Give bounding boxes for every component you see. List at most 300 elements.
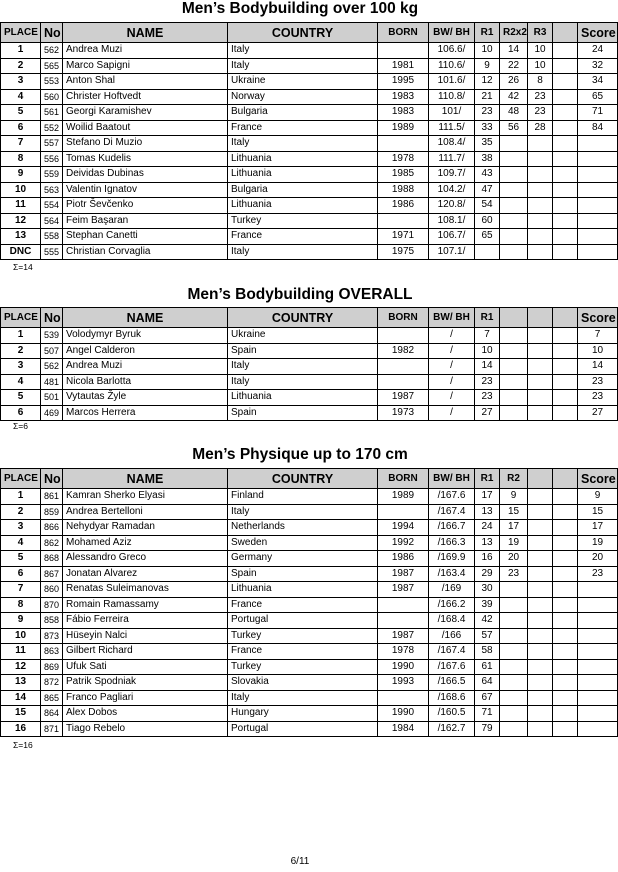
place-cell: 16 bbox=[1, 721, 41, 737]
extra-cell bbox=[553, 58, 578, 74]
r2-cell bbox=[500, 229, 528, 245]
number-cell: 560 bbox=[41, 89, 63, 105]
r1-cell: 47 bbox=[475, 182, 500, 198]
name-cell: Hüseyin Nalci bbox=[63, 628, 228, 644]
r3-cell bbox=[528, 721, 553, 737]
number-cell: 871 bbox=[41, 721, 63, 737]
born-cell: 1994 bbox=[378, 520, 429, 536]
r2-cell: 15 bbox=[500, 504, 528, 520]
born-cell: 1971 bbox=[378, 229, 429, 245]
r1-cell: 67 bbox=[475, 690, 500, 706]
r1-cell: 12 bbox=[475, 74, 500, 90]
extra-cell bbox=[553, 359, 578, 375]
name-cell: Fábio Ferreira bbox=[63, 613, 228, 629]
bodyweight-cell: /169 bbox=[429, 582, 475, 598]
bodyweight-cell: 106.7/ bbox=[429, 229, 475, 245]
score-cell: 7 bbox=[578, 328, 618, 344]
extra-cell bbox=[553, 405, 578, 421]
born-cell: 1973 bbox=[378, 405, 429, 421]
r2-cell bbox=[500, 405, 528, 421]
name-cell: Stefano Di Muzio bbox=[63, 136, 228, 152]
bodyweight-cell: 101.6/ bbox=[429, 74, 475, 90]
column-header: R1 bbox=[475, 23, 500, 43]
name-cell: Nehydyar Ramadan bbox=[63, 520, 228, 536]
bodyweight-cell: / bbox=[429, 390, 475, 406]
born-cell bbox=[378, 597, 429, 613]
number-cell: 868 bbox=[41, 551, 63, 567]
born-cell: 1983 bbox=[378, 105, 429, 121]
r2-cell: 42 bbox=[500, 89, 528, 105]
bodyweight-cell: /166.2 bbox=[429, 597, 475, 613]
r2-cell: 20 bbox=[500, 551, 528, 567]
bodyweight-cell: 111.7/ bbox=[429, 151, 475, 167]
extra-cell bbox=[553, 343, 578, 359]
r2-cell bbox=[500, 374, 528, 390]
country-cell: Lithuania bbox=[228, 167, 378, 183]
score-cell bbox=[578, 151, 618, 167]
extra-cell bbox=[553, 244, 578, 260]
table-row bbox=[1, 582, 618, 598]
r2-cell: 9 bbox=[500, 489, 528, 505]
table-row bbox=[1, 597, 618, 613]
column-header: R1 bbox=[475, 308, 500, 328]
bodyweight-cell: / bbox=[429, 405, 475, 421]
extra-cell bbox=[553, 198, 578, 214]
bodyweight-cell: / bbox=[429, 343, 475, 359]
country-cell: France bbox=[228, 597, 378, 613]
column-header: BORN bbox=[378, 469, 429, 489]
results-table bbox=[0, 22, 618, 260]
bodyweight-cell: /167.6 bbox=[429, 489, 475, 505]
table-row bbox=[1, 535, 618, 551]
number-cell: 554 bbox=[41, 198, 63, 214]
bodyweight-cell: /167.4 bbox=[429, 504, 475, 520]
country-cell: Italy bbox=[228, 43, 378, 59]
r1-cell: 29 bbox=[475, 566, 500, 582]
score-cell: 10 bbox=[578, 343, 618, 359]
r1-cell: 23 bbox=[475, 105, 500, 121]
results-table bbox=[0, 307, 618, 421]
name-cell: Romain Ramassamy bbox=[63, 597, 228, 613]
score-cell: 65 bbox=[578, 89, 618, 105]
r3-cell: 10 bbox=[528, 43, 553, 59]
table-row bbox=[1, 504, 618, 520]
score-cell: 14 bbox=[578, 359, 618, 375]
country-cell: Lithuania bbox=[228, 582, 378, 598]
country-cell: Sweden bbox=[228, 535, 378, 551]
score-cell bbox=[578, 167, 618, 183]
extra-cell bbox=[553, 644, 578, 660]
score-cell: 23 bbox=[578, 390, 618, 406]
bodyweight-cell: 104.2/ bbox=[429, 182, 475, 198]
country-cell: Spain bbox=[228, 566, 378, 582]
r3-cell bbox=[528, 244, 553, 260]
country-cell: Ukraine bbox=[228, 328, 378, 344]
column-header: PLACE bbox=[1, 469, 41, 489]
column-header bbox=[553, 23, 578, 43]
place-cell: 2 bbox=[1, 343, 41, 359]
extra-cell bbox=[553, 374, 578, 390]
column-header: BORN bbox=[378, 308, 429, 328]
country-cell: Spain bbox=[228, 405, 378, 421]
bodyweight-cell: 111.5/ bbox=[429, 120, 475, 136]
r1-cell: 16 bbox=[475, 551, 500, 567]
r1-cell: 58 bbox=[475, 644, 500, 660]
r1-cell: 60 bbox=[475, 213, 500, 229]
score-cell bbox=[578, 597, 618, 613]
r1-cell: 79 bbox=[475, 721, 500, 737]
extra-cell bbox=[553, 328, 578, 344]
name-cell: Feim Başaran bbox=[63, 213, 228, 229]
number-cell: 870 bbox=[41, 597, 63, 613]
born-cell: 1978 bbox=[378, 151, 429, 167]
r3-cell bbox=[528, 198, 553, 214]
r2-cell bbox=[500, 343, 528, 359]
born-cell: 1984 bbox=[378, 721, 429, 737]
place-cell: 5 bbox=[1, 551, 41, 567]
country-cell: Italy bbox=[228, 504, 378, 520]
r2-cell bbox=[500, 136, 528, 152]
number-cell: 507 bbox=[41, 343, 63, 359]
place-cell: 7 bbox=[1, 582, 41, 598]
table-row bbox=[1, 520, 618, 536]
number-cell: 859 bbox=[41, 504, 63, 520]
number-cell: 864 bbox=[41, 706, 63, 722]
name-cell: Anton Shal bbox=[63, 74, 228, 90]
r2-cell bbox=[500, 359, 528, 375]
table-row bbox=[1, 167, 618, 183]
place-cell: 1 bbox=[1, 328, 41, 344]
extra-cell bbox=[553, 566, 578, 582]
place-cell: 4 bbox=[1, 535, 41, 551]
table-row bbox=[1, 390, 618, 406]
r3-cell bbox=[528, 374, 553, 390]
r3-cell bbox=[528, 229, 553, 245]
score-cell: 71 bbox=[578, 105, 618, 121]
r1-cell: 10 bbox=[475, 343, 500, 359]
r3-cell bbox=[528, 489, 553, 505]
name-cell: Ufuk Sati bbox=[63, 659, 228, 675]
column-header: Score bbox=[578, 23, 618, 43]
r3-cell bbox=[528, 213, 553, 229]
r3-cell bbox=[528, 582, 553, 598]
place-cell: 11 bbox=[1, 644, 41, 660]
score-cell: 27 bbox=[578, 405, 618, 421]
extra-cell bbox=[553, 151, 578, 167]
country-cell: Slovakia bbox=[228, 675, 378, 691]
bodyweight-cell: 110.8/ bbox=[429, 89, 475, 105]
country-cell: Turkey bbox=[228, 659, 378, 675]
r3-cell: 23 bbox=[528, 105, 553, 121]
bodyweight-cell: /169.9 bbox=[429, 551, 475, 567]
column-header bbox=[528, 308, 553, 328]
place-cell: 3 bbox=[1, 74, 41, 90]
r2-cell bbox=[500, 213, 528, 229]
extra-cell bbox=[553, 613, 578, 629]
born-cell: 1987 bbox=[378, 566, 429, 582]
r2-cell bbox=[500, 628, 528, 644]
column-header bbox=[500, 308, 528, 328]
born-cell bbox=[378, 690, 429, 706]
r3-cell bbox=[528, 167, 553, 183]
r2-cell: 56 bbox=[500, 120, 528, 136]
name-cell: Georgi Karamishev bbox=[63, 105, 228, 121]
r1-cell: 39 bbox=[475, 597, 500, 613]
born-cell: 1985 bbox=[378, 167, 429, 183]
r2-cell bbox=[500, 582, 528, 598]
column-header: Score bbox=[578, 308, 618, 328]
number-cell: 539 bbox=[41, 328, 63, 344]
name-cell: Christian Corvaglia bbox=[63, 244, 228, 260]
r2-cell bbox=[500, 644, 528, 660]
bodyweight-cell: /162.7 bbox=[429, 721, 475, 737]
number-cell: 553 bbox=[41, 74, 63, 90]
name-cell: Andrea Muzi bbox=[63, 359, 228, 375]
extra-cell bbox=[553, 390, 578, 406]
number-cell: 858 bbox=[41, 613, 63, 629]
r1-cell: 43 bbox=[475, 167, 500, 183]
table-row bbox=[1, 136, 618, 152]
results-table bbox=[0, 468, 618, 737]
table-row bbox=[1, 43, 618, 59]
score-cell bbox=[578, 198, 618, 214]
number-cell: 481 bbox=[41, 374, 63, 390]
country-cell: Italy bbox=[228, 359, 378, 375]
column-header: No bbox=[41, 23, 63, 43]
r3-cell: 10 bbox=[528, 58, 553, 74]
table-row bbox=[1, 343, 618, 359]
bodyweight-cell: 108.1/ bbox=[429, 213, 475, 229]
extra-cell bbox=[553, 213, 578, 229]
bodyweight-cell: 109.7/ bbox=[429, 167, 475, 183]
column-header: Score bbox=[578, 469, 618, 489]
name-cell: Kamran Sherko Elyasi bbox=[63, 489, 228, 505]
bodyweight-cell: / bbox=[429, 374, 475, 390]
extra-cell bbox=[553, 229, 578, 245]
r2-cell bbox=[500, 659, 528, 675]
r2-cell: 23 bbox=[500, 566, 528, 582]
name-cell: Alessandro Greco bbox=[63, 551, 228, 567]
place-cell: 7 bbox=[1, 136, 41, 152]
born-cell: 1990 bbox=[378, 706, 429, 722]
number-cell: 469 bbox=[41, 405, 63, 421]
number-cell: 872 bbox=[41, 675, 63, 691]
r2-cell: 26 bbox=[500, 74, 528, 90]
score-cell: 23 bbox=[578, 566, 618, 582]
place-cell: 4 bbox=[1, 89, 41, 105]
born-cell: 1987 bbox=[378, 390, 429, 406]
column-header: COUNTRY bbox=[228, 308, 378, 328]
place-cell: 13 bbox=[1, 675, 41, 691]
r1-cell bbox=[475, 244, 500, 260]
born-cell: 1989 bbox=[378, 489, 429, 505]
born-cell bbox=[378, 613, 429, 629]
born-cell: 1995 bbox=[378, 74, 429, 90]
number-cell: 869 bbox=[41, 659, 63, 675]
place-cell: 15 bbox=[1, 706, 41, 722]
bodyweight-cell: /166.7 bbox=[429, 520, 475, 536]
name-cell: Andrea Muzi bbox=[63, 43, 228, 59]
extra-cell bbox=[553, 706, 578, 722]
score-cell bbox=[578, 229, 618, 245]
number-cell: 501 bbox=[41, 390, 63, 406]
number-cell: 561 bbox=[41, 105, 63, 121]
name-cell: Andrea Bertelloni bbox=[63, 504, 228, 520]
extra-cell bbox=[553, 551, 578, 567]
extra-cell bbox=[553, 628, 578, 644]
born-cell bbox=[378, 374, 429, 390]
born-cell: 1983 bbox=[378, 89, 429, 105]
r3-cell bbox=[528, 182, 553, 198]
r2-cell bbox=[500, 613, 528, 629]
extra-cell bbox=[553, 105, 578, 121]
table-row bbox=[1, 198, 618, 214]
r1-cell: 23 bbox=[475, 374, 500, 390]
place-cell: 9 bbox=[1, 613, 41, 629]
number-cell: 866 bbox=[41, 520, 63, 536]
place-cell: 8 bbox=[1, 151, 41, 167]
r3-cell bbox=[528, 551, 553, 567]
name-cell: Jonatan Alvarez bbox=[63, 566, 228, 582]
bodyweight-cell: 106.6/ bbox=[429, 43, 475, 59]
table-row bbox=[1, 675, 618, 691]
place-cell: 9 bbox=[1, 167, 41, 183]
country-cell: Hungary bbox=[228, 706, 378, 722]
r3-cell bbox=[528, 706, 553, 722]
number-cell: 557 bbox=[41, 136, 63, 152]
r1-cell: 14 bbox=[475, 359, 500, 375]
score-cell: 9 bbox=[578, 489, 618, 505]
score-cell bbox=[578, 182, 618, 198]
born-cell: 1981 bbox=[378, 58, 429, 74]
extra-cell bbox=[553, 504, 578, 520]
score-cell bbox=[578, 244, 618, 260]
country-cell: Italy bbox=[228, 58, 378, 74]
bodyweight-cell: /167.6 bbox=[429, 659, 475, 675]
extra-cell bbox=[553, 43, 578, 59]
score-cell: 24 bbox=[578, 43, 618, 59]
r1-cell: 21 bbox=[475, 89, 500, 105]
country-cell: Italy bbox=[228, 244, 378, 260]
born-cell bbox=[378, 328, 429, 344]
number-cell: 562 bbox=[41, 43, 63, 59]
r3-cell bbox=[528, 613, 553, 629]
name-cell: Angel Calderon bbox=[63, 343, 228, 359]
r1-cell: 54 bbox=[475, 198, 500, 214]
place-cell: 12 bbox=[1, 213, 41, 229]
r3-cell bbox=[528, 675, 553, 691]
section-title: Men’s Physique up to 170 cm bbox=[192, 446, 408, 463]
number-cell: 564 bbox=[41, 213, 63, 229]
born-cell: 1989 bbox=[378, 120, 429, 136]
r2-cell: 22 bbox=[500, 58, 528, 74]
r3-cell bbox=[528, 597, 553, 613]
born-cell: 1987 bbox=[378, 628, 429, 644]
table-row bbox=[1, 706, 618, 722]
column-header: R2 bbox=[500, 469, 528, 489]
bodyweight-cell: 101/ bbox=[429, 105, 475, 121]
table-row bbox=[1, 690, 618, 706]
column-header: R2x2 bbox=[500, 23, 528, 43]
born-cell: 1986 bbox=[378, 551, 429, 567]
page-number: 6/11 bbox=[290, 856, 310, 867]
score-cell bbox=[578, 613, 618, 629]
name-cell: Gilbert Richard bbox=[63, 644, 228, 660]
r2-cell bbox=[500, 198, 528, 214]
born-cell: 1986 bbox=[378, 198, 429, 214]
bodyweight-cell: /166 bbox=[429, 628, 475, 644]
column-header: No bbox=[41, 469, 63, 489]
born-cell: 1992 bbox=[378, 535, 429, 551]
name-cell: Woilid Baatout bbox=[63, 120, 228, 136]
r3-cell bbox=[528, 136, 553, 152]
score-cell bbox=[578, 644, 618, 660]
extra-cell bbox=[553, 489, 578, 505]
score-cell: 20 bbox=[578, 551, 618, 567]
r1-cell: 65 bbox=[475, 229, 500, 245]
born-cell: 1978 bbox=[378, 644, 429, 660]
extra-cell bbox=[553, 120, 578, 136]
bodyweight-cell: 110.6/ bbox=[429, 58, 475, 74]
table-row bbox=[1, 659, 618, 675]
r3-cell bbox=[528, 390, 553, 406]
country-cell: Netherlands bbox=[228, 520, 378, 536]
r3-cell bbox=[528, 405, 553, 421]
country-cell: France bbox=[228, 120, 378, 136]
table-row bbox=[1, 213, 618, 229]
number-cell: 862 bbox=[41, 535, 63, 551]
place-cell: 1 bbox=[1, 489, 41, 505]
r2-cell bbox=[500, 690, 528, 706]
extra-cell bbox=[553, 597, 578, 613]
column-header: NAME bbox=[63, 308, 228, 328]
bodyweight-cell: /168.6 bbox=[429, 690, 475, 706]
place-cell: 5 bbox=[1, 105, 41, 121]
section-title: Men’s Bodybuilding over 100 kg bbox=[181, 0, 419, 17]
born-cell: 1988 bbox=[378, 182, 429, 198]
number-cell: 861 bbox=[41, 489, 63, 505]
name-cell: Tiago Rebelo bbox=[63, 721, 228, 737]
r1-cell: 42 bbox=[475, 613, 500, 629]
place-cell: 1 bbox=[1, 43, 41, 59]
r1-cell: 30 bbox=[475, 582, 500, 598]
place-cell: 3 bbox=[1, 520, 41, 536]
table-row bbox=[1, 229, 618, 245]
r2-cell bbox=[500, 244, 528, 260]
header-row bbox=[1, 23, 618, 43]
column-header: COUNTRY bbox=[228, 469, 378, 489]
number-cell: 552 bbox=[41, 120, 63, 136]
table-row bbox=[1, 120, 618, 136]
place-cell: 8 bbox=[1, 597, 41, 613]
country-cell: Ukraine bbox=[228, 74, 378, 90]
place-cell: 4 bbox=[1, 374, 41, 390]
r3-cell bbox=[528, 659, 553, 675]
score-cell bbox=[578, 706, 618, 722]
r1-cell: 64 bbox=[475, 675, 500, 691]
column-header: PLACE bbox=[1, 308, 41, 328]
r3-cell bbox=[528, 566, 553, 582]
place-cell: 14 bbox=[1, 690, 41, 706]
name-cell: Renatas Suleimanovas bbox=[63, 582, 228, 598]
name-cell: Vytautas Žyle bbox=[63, 390, 228, 406]
table-row bbox=[1, 628, 618, 644]
place-cell: 6 bbox=[1, 566, 41, 582]
r1-cell: 27 bbox=[475, 405, 500, 421]
place-cell: 5 bbox=[1, 390, 41, 406]
extra-cell bbox=[553, 74, 578, 90]
r1-cell: 13 bbox=[475, 504, 500, 520]
